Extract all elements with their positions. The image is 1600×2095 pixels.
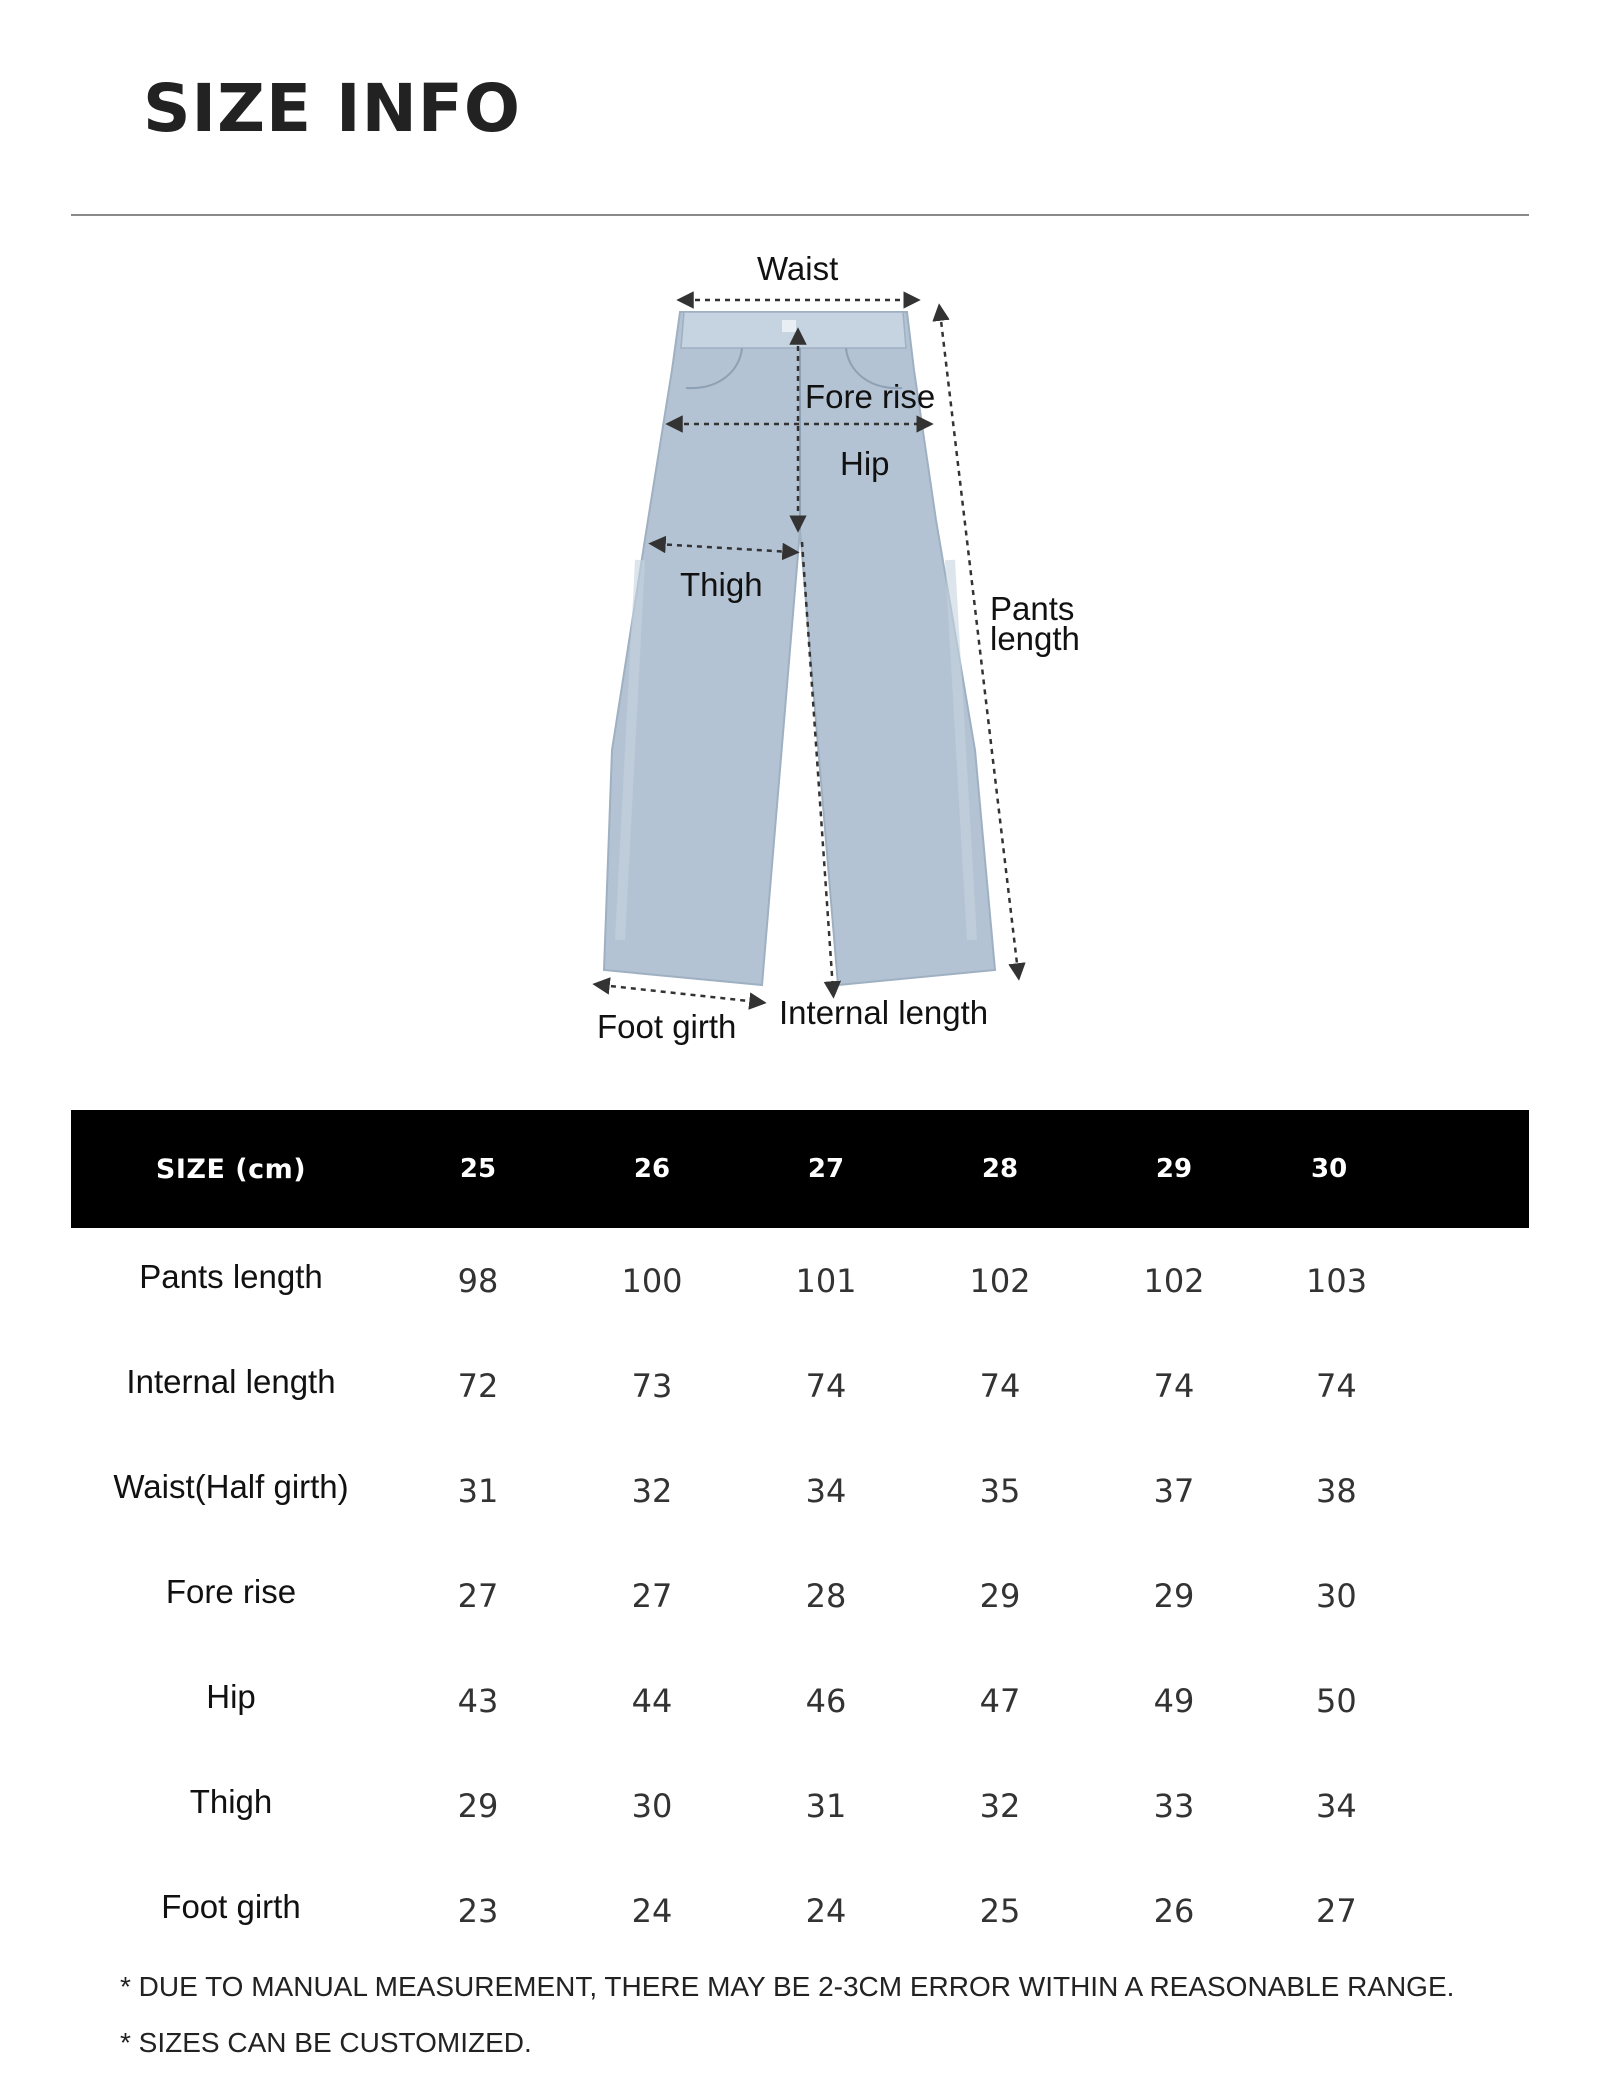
table-cell: 27 — [631, 1576, 673, 1615]
table-cell: 24 — [631, 1891, 673, 1930]
table-cell: 34 — [805, 1471, 847, 1510]
table-cell: 102 — [969, 1261, 1031, 1300]
table-row — [71, 1753, 1529, 1858]
table-cell: 29 — [457, 1786, 499, 1825]
table-cell: 29 — [979, 1576, 1021, 1615]
divider — [71, 214, 1529, 216]
customization-note: * SIZES CAN BE CUSTOMIZED. — [120, 2027, 532, 2058]
waist-label: Waist — [757, 250, 839, 287]
table-cell: 31 — [805, 1786, 847, 1825]
table-cell: 30 — [631, 1786, 673, 1825]
jeans-diagram — [0, 240, 1600, 1080]
table-cell: 74 — [805, 1366, 847, 1405]
table-cell: 43 — [457, 1681, 499, 1720]
hip-label: Hip — [840, 445, 890, 482]
table-cell: 25 — [979, 1891, 1021, 1930]
fore-rise-label: Fore rise — [805, 378, 936, 415]
size-header-cell: 25 — [459, 1154, 497, 1184]
table-header-row — [71, 1110, 1529, 1228]
table-cell: 32 — [979, 1786, 1021, 1825]
foot-girth-arrow — [601, 985, 758, 1002]
size-table — [71, 1110, 1529, 1963]
table-cell: 35 — [979, 1471, 1021, 1510]
size-header-cell: 26 — [633, 1154, 671, 1184]
table-cell: 72 — [457, 1366, 499, 1405]
measurement-error-note: * DUE TO MANUAL MEASUREMENT, THERE MAY BE 2-3CM ERROR WITHIN A REASONABLE RANGE. — [120, 1971, 1455, 2002]
table-cell: 74 — [979, 1366, 1021, 1405]
table-cell: 73 — [631, 1366, 673, 1405]
table-cell: 33 — [1153, 1786, 1195, 1825]
table-cell: 32 — [631, 1471, 673, 1510]
row-label: Hip — [206, 1677, 256, 1715]
table-cell: 37 — [1153, 1471, 1195, 1510]
table-cell: 26 — [1153, 1891, 1195, 1930]
table-cell: 98 — [457, 1261, 499, 1300]
table-cell: 74 — [1316, 1366, 1357, 1405]
table-row — [71, 1858, 1529, 1963]
table-cell: 27 — [457, 1576, 499, 1615]
table-cell: 30 — [1316, 1576, 1357, 1615]
row-label: Internal length — [126, 1362, 336, 1400]
size-header-cell: 28 — [981, 1154, 1019, 1184]
table-cell: 24 — [805, 1891, 847, 1930]
table-cell: 38 — [1316, 1471, 1357, 1510]
table-cell: 74 — [1153, 1366, 1195, 1405]
foot-girth-label: Foot girth — [597, 1008, 737, 1045]
table-cell: 102 — [1143, 1261, 1205, 1300]
table-row — [71, 1543, 1529, 1648]
table-cell: 23 — [457, 1891, 499, 1930]
size-header-cell: 29 — [1155, 1154, 1193, 1184]
pants-length-label-line-2: length — [990, 620, 1080, 657]
table-cell: 31 — [457, 1471, 499, 1510]
size-header-label: SIZE (cm) — [155, 1153, 307, 1185]
table-cell: 47 — [979, 1681, 1021, 1720]
table-cell: 100 — [621, 1261, 683, 1300]
size-header-cell: 27 — [807, 1154, 845, 1184]
page-title: SIZE INFO — [143, 70, 521, 147]
table-cell: 28 — [805, 1576, 847, 1615]
internal-length-label: Internal length — [779, 994, 989, 1031]
table-row — [71, 1648, 1529, 1753]
thigh-label: Thigh — [680, 566, 763, 603]
table-row — [71, 1228, 1529, 1333]
row-label: Thigh — [189, 1782, 273, 1820]
table-row — [71, 1333, 1529, 1438]
table-cell: 49 — [1153, 1681, 1195, 1720]
table-cell: 101 — [795, 1261, 857, 1300]
table-cell: 44 — [631, 1681, 673, 1720]
pants-length-label-line-1: Pants — [990, 590, 1075, 627]
table-cell: 103 — [1306, 1261, 1368, 1300]
row-label: Foot girth — [161, 1887, 301, 1925]
table-cell: 46 — [805, 1681, 847, 1720]
size-header-cell: 30 — [1311, 1154, 1348, 1184]
row-label: Fore rise — [165, 1572, 297, 1610]
table-cell: 29 — [1153, 1576, 1195, 1615]
table-cell: 34 — [1316, 1786, 1357, 1825]
table-cell: 27 — [1316, 1891, 1357, 1930]
jeans-illustration-icon — [604, 312, 995, 985]
row-label: Pants length — [139, 1257, 323, 1295]
table-cell: 50 — [1316, 1681, 1357, 1720]
row-label: Waist(Half girth) — [113, 1467, 349, 1505]
table-row — [71, 1438, 1529, 1543]
